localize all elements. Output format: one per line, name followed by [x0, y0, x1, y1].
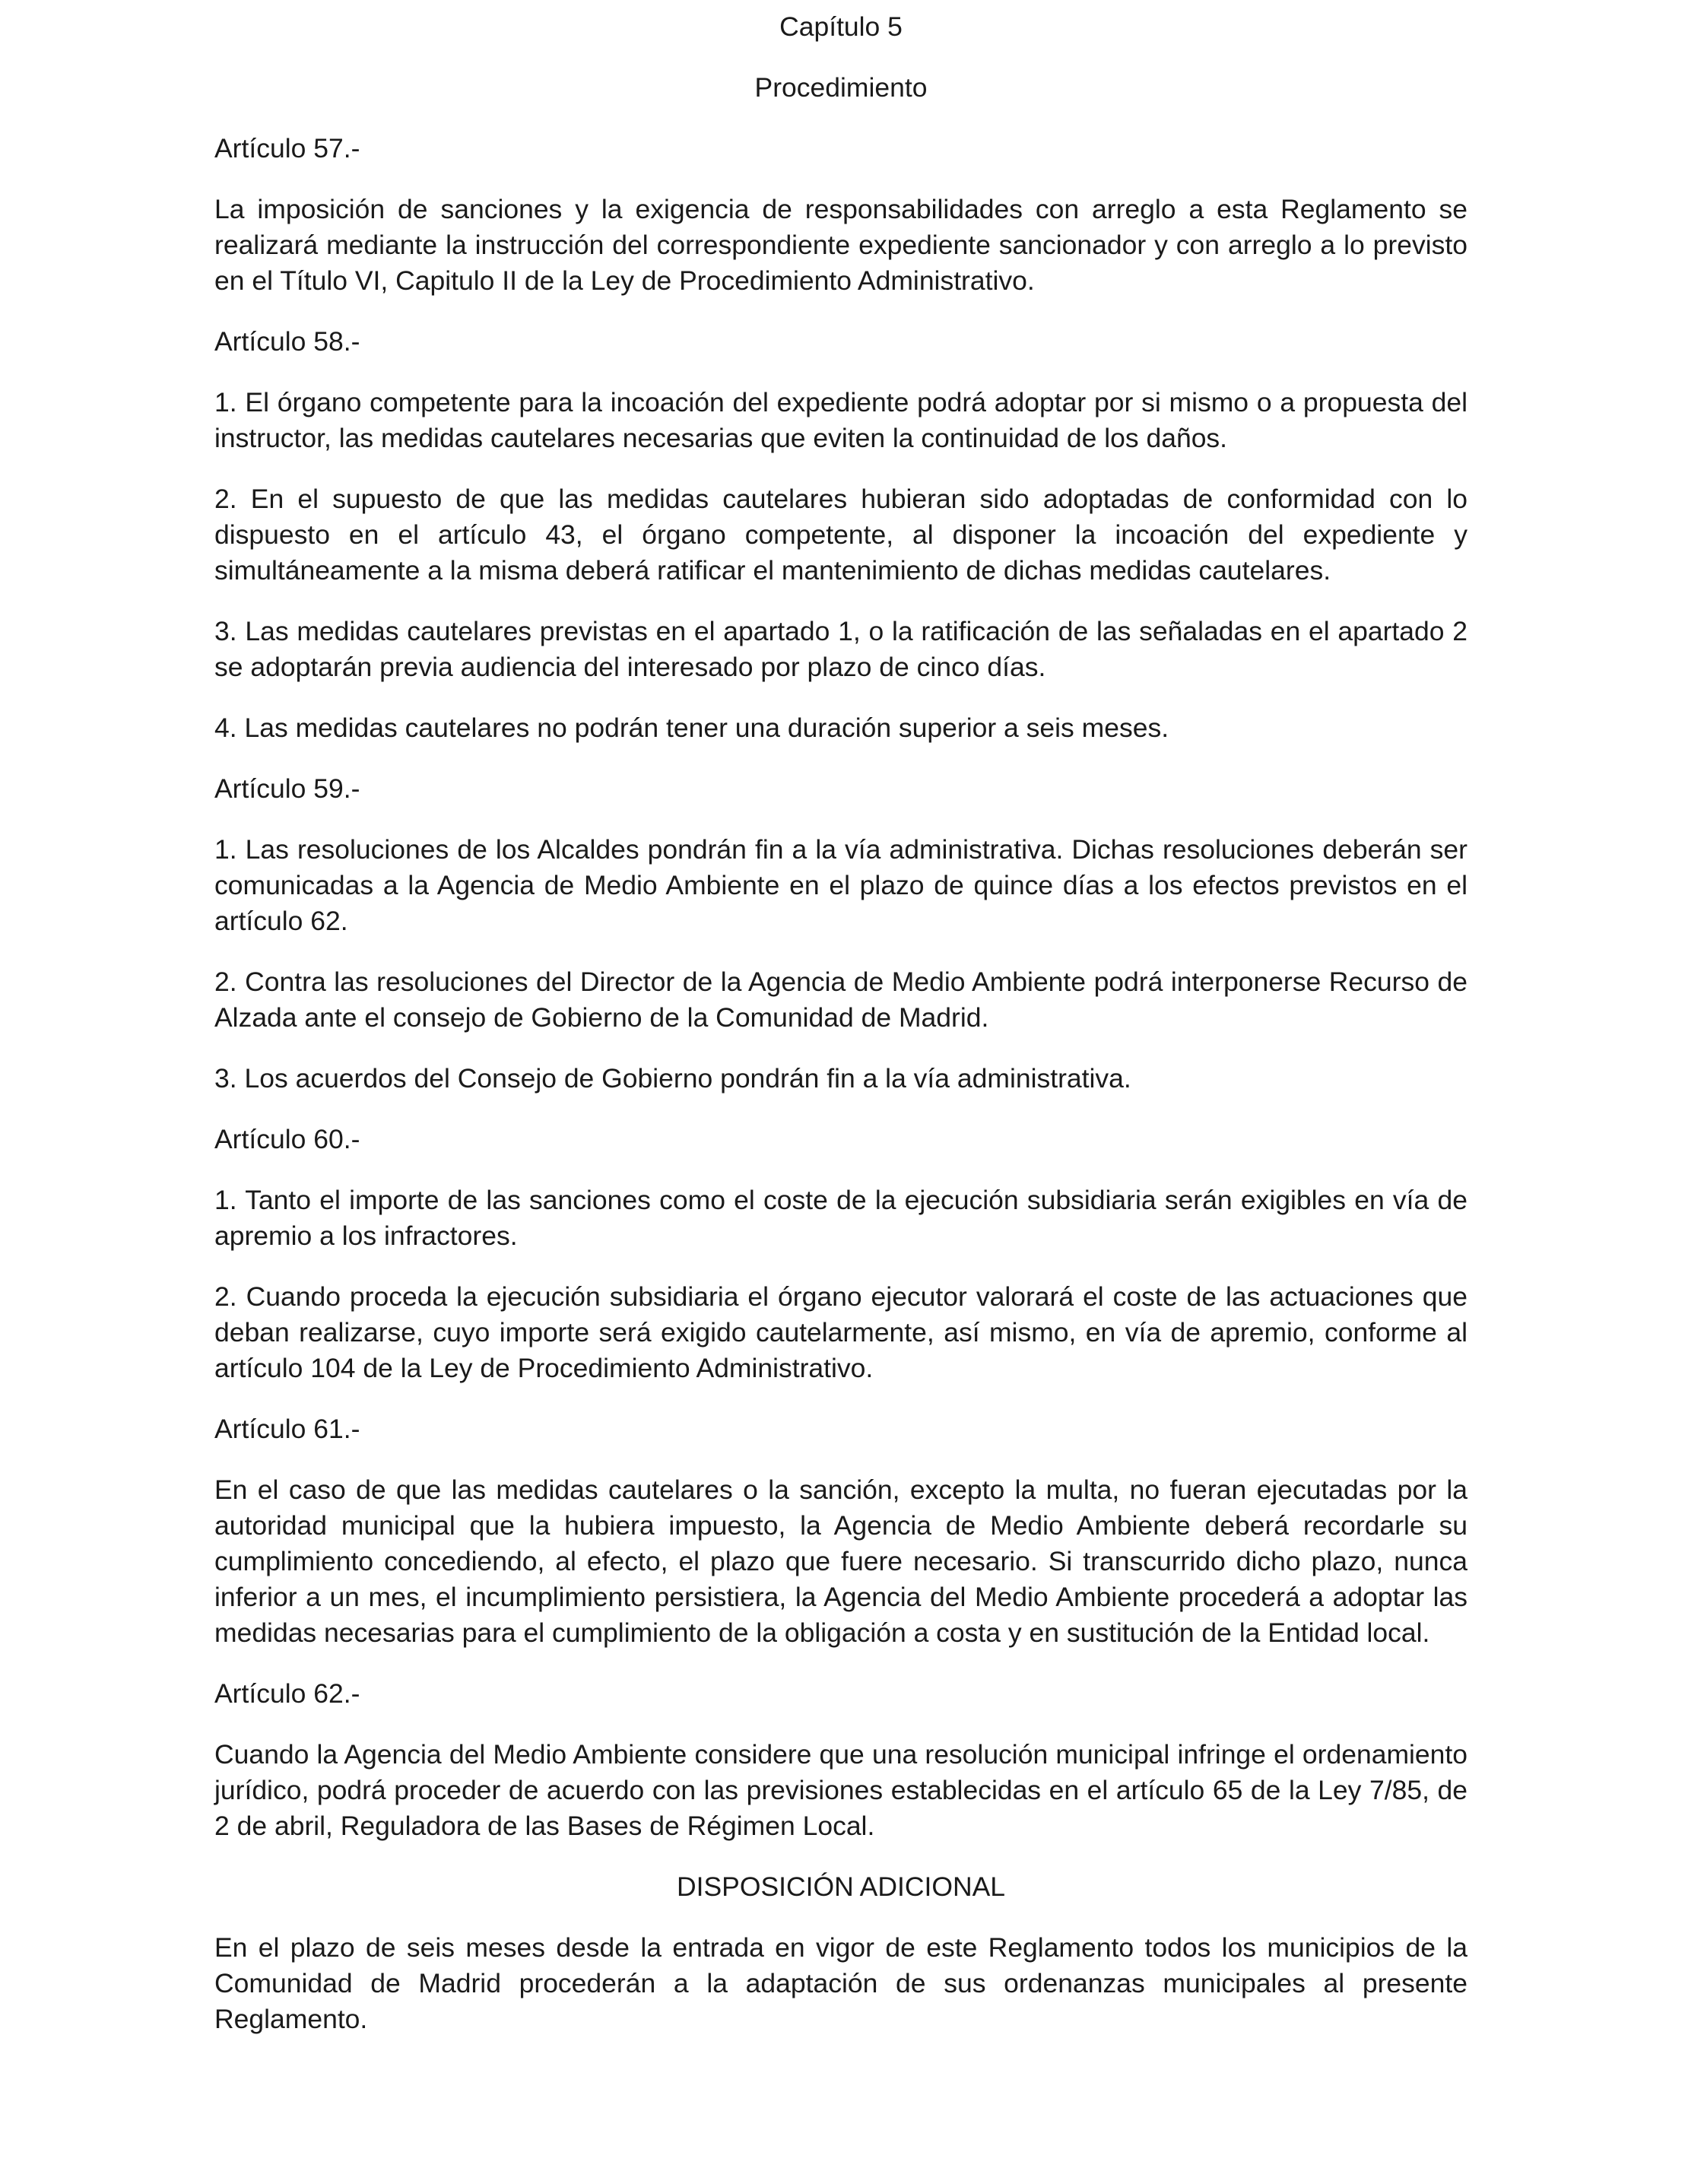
section-heading: DISPOSICIÓN ADICIONAL: [676, 1871, 1005, 1902]
article-heading: Artículo 57.-: [214, 133, 360, 163]
paragraph: 4. Las medidas cautelares no podrán tener una duración superior a seis meses.: [214, 713, 1169, 743]
article-heading: Artículo 60.-: [214, 1124, 360, 1154]
article-heading: Artículo 62.-: [214, 1678, 360, 1709]
article-heading: Artículo 59.-: [214, 773, 360, 804]
paragraph: 3. Los acuerdos del Consejo de Gobierno pondrán fin a la vía administrativa.: [214, 1063, 1131, 1094]
paragraph: La imposición de sanciones y la exigencia de responsabilidades con arreglo a esta Reglamento se realizará mediante la instrucción del correspondiente expediente sancionador y con arreglo a lo previsto en el Título VI, Capitulo II de la Ley de Procedimiento Administrativo.: [214, 194, 1467, 296]
paragraph: Cuando la Agencia del Medio Ambiente considere que una resolución municipal infringe el ordenamiento jurídico, podrá proceder de acuerdo con las previsiones establecidas en el artículo 65 de la Ley 7/85, de 2 de abril, Reguladora de las Bases de Régimen Local.: [214, 1739, 1467, 1841]
chapter-heading: Capítulo 5: [779, 11, 903, 42]
chapter-title: Procedimiento: [754, 72, 928, 103]
paragraph: 1. El órgano competente para la incoación del expediente podrá adoptar por si mismo o a propuesta del instructor, las medidas cautelares necesarias que eviten la continuidad de los daños.: [214, 387, 1467, 453]
paragraph: 1. Tanto el importe de las sanciones como el coste de la ejecución subsidiaria serán exigibles en vía de apremio a los infractores.: [214, 1185, 1467, 1251]
paragraph: En el caso de que las medidas cautelares o la sanción, excepto la multa, no fueran ejecutadas por la autoridad municipal que la hubiera impuesto, la Agencia de Medio Ambiente deberá recordarle su cumplimiento concediendo, al efecto, el plazo que fuere necesario. Si transcurrido dicho plazo, nunca inferior a un mes, el incumplimiento persistiera, la Agencia del Medio Ambiente procederá a adoptar las medidas necesarias para el cumplimiento de la obligación a costa y en sustitución de la Entidad local.: [214, 1475, 1467, 1648]
document-page: [214, 0, 1467, 2037]
paragraph: En el plazo de seis meses desde la entrada en vigor de este Reglamento todos los municipios de la Comunidad de Madrid procederán a la adaptación de sus ordenanzas municipales al presente Reglamento.: [214, 1932, 1467, 2034]
paragraph: 3. Las medidas cautelares previstas en el apartado 1, o la ratificación de las señaladas en el apartado 2 se adoptarán previa audiencia del interesado por plazo de cinco días.: [214, 616, 1467, 682]
article-heading: Artículo 58.-: [214, 326, 360, 357]
paragraph: 2. En el supuesto de que las medidas cautelares hubieran sido adoptadas de conformidad con lo dispuesto en el artículo 43, el órgano competente, al disponer la incoación del expediente y simultáneamente a la misma deberá ratificar el mantenimiento de dichas medidas cautelares.: [214, 484, 1467, 586]
paragraph: 1. Las resoluciones de los Alcaldes pondrán fin a la vía administrativa. Dichas resoluciones deberán ser comunicadas a la Agencia de Medio Ambiente en el plazo de quince días a los efectos previstos en el artículo 62.: [214, 834, 1467, 936]
paragraph: 2. Cuando proceda la ejecución subsidiaria el órgano ejecutor valorará el coste de las actuaciones que deban realizarse, cuyo importe será exigido cautelarmente, así mismo, en vía de apremio, conforme al artículo 104 de la Ley de Procedimiento Administrativo.: [214, 1281, 1467, 1383]
article-heading: Artículo 61.-: [214, 1414, 360, 1444]
paragraph: 2. Contra las resoluciones del Director de la Agencia de Medio Ambiente podrá interponerse Recurso de Alzada ante el consejo de Gobierno de la Comunidad de Madrid.: [214, 967, 1467, 1033]
